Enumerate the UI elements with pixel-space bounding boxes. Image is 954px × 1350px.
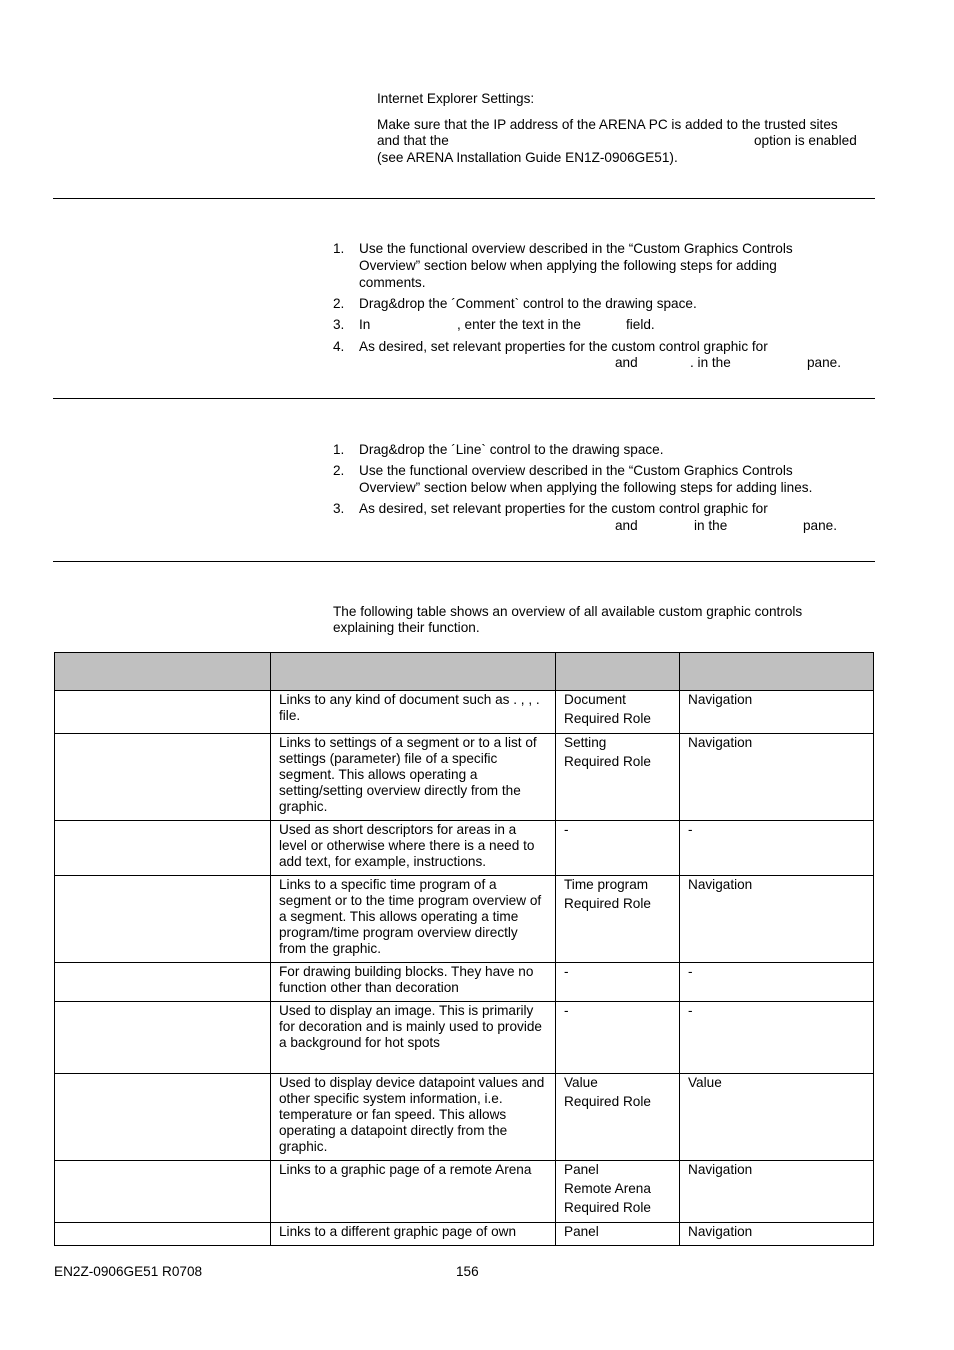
step-text: and xyxy=(615,518,638,533)
property-item: - xyxy=(564,964,569,979)
step-text: Use the functional overview described in the “Custom Graphics Controls xyxy=(359,463,793,478)
property-item: - xyxy=(564,822,569,837)
cell-properties xyxy=(556,734,680,821)
table-row xyxy=(55,691,874,734)
property-item: Required Role xyxy=(564,896,651,911)
step-text: pane. xyxy=(803,518,838,533)
table-row xyxy=(55,1161,874,1223)
table-row xyxy=(55,734,874,821)
section-divider xyxy=(53,561,875,562)
cell-tab: - xyxy=(680,1002,874,1074)
property-item: Required Role xyxy=(564,711,651,726)
cell-tab: Value xyxy=(680,1074,874,1161)
cell-description: Links to settings of a segment or to a list of settings (parameter) file of a specific segment. This allows operating a setting/setting overview directly from the graphic. xyxy=(271,734,556,821)
cell-properties xyxy=(556,1223,680,1246)
ie-settings-line2a: and that the xyxy=(377,133,449,148)
step-number: 2. xyxy=(333,296,345,311)
cell-tab: Navigation xyxy=(680,876,874,963)
cell-control-name xyxy=(55,1161,271,1223)
step-text: Use the functional overview described in the “Custom Graphics Controls xyxy=(359,241,793,256)
property-item: - xyxy=(564,1003,569,1018)
table-header-description xyxy=(271,653,556,691)
step-text: Drag&drop the ´Line` control to the drawing space. xyxy=(359,442,664,457)
table-row xyxy=(55,963,874,1002)
cell-control-name xyxy=(55,821,271,876)
ie-settings-line3: (see ARENA Installation Guide EN1Z-0906GE51). xyxy=(377,150,678,165)
step-text: . in the xyxy=(690,355,731,370)
step-text: and xyxy=(615,355,638,370)
cell-properties xyxy=(556,1074,680,1161)
section-divider xyxy=(53,398,875,399)
cell-tab: Navigation xyxy=(680,1161,874,1223)
cell-description: Links to a different graphic page of own xyxy=(271,1223,556,1246)
cell-control-name xyxy=(55,963,271,1002)
overview-intro: The following table shows an overview of all available custom graphic controls xyxy=(333,604,803,619)
cell-control-name xyxy=(55,734,271,821)
cell-properties xyxy=(556,691,680,734)
ie-settings-heading: Internet Explorer Settings: xyxy=(377,91,535,106)
overview-intro: explaining their function. xyxy=(333,620,480,635)
cell-control-name xyxy=(55,1223,271,1246)
step-text: , enter the text in the xyxy=(457,317,581,332)
property-item: Value xyxy=(564,1075,598,1090)
step-text: comments. xyxy=(359,275,426,290)
step-number: 1. xyxy=(333,241,345,256)
property-item: Required Role xyxy=(564,1094,651,1109)
cell-properties xyxy=(556,1002,680,1074)
table-row xyxy=(55,1074,874,1161)
table-row xyxy=(55,1223,874,1246)
cell-control-name xyxy=(55,1074,271,1161)
cell-properties xyxy=(556,963,680,1002)
table-header-row xyxy=(55,653,874,691)
property-item: Panel xyxy=(564,1224,599,1239)
table-header-control xyxy=(55,653,271,691)
step-text: As desired, set relevant properties for the custom control graphic for xyxy=(359,501,768,516)
table-row xyxy=(55,1002,874,1074)
cell-control-name xyxy=(55,691,271,734)
step-number: 4. xyxy=(333,339,345,354)
step-text: Overview” section below when applying the following steps for adding xyxy=(359,258,777,273)
controls-overview-table xyxy=(54,652,874,1246)
ie-settings-line2b: option is enabled xyxy=(754,133,857,148)
table-row xyxy=(55,876,874,963)
step-number: 1. xyxy=(333,442,345,457)
cell-tab: Navigation xyxy=(680,691,874,734)
cell-properties xyxy=(556,1161,680,1223)
step-text: In xyxy=(359,317,371,332)
step-number: 3. xyxy=(333,501,345,516)
property-item: Document xyxy=(564,692,626,707)
cell-control-name xyxy=(55,1002,271,1074)
section-divider xyxy=(53,198,875,199)
table-body xyxy=(55,691,874,1246)
step-text: in the xyxy=(694,518,728,533)
cell-description: Links to a specific time program of a segment or to the time program overview of a segment. This allows operating a time program/time program overview directly from the graphic. xyxy=(271,876,556,963)
property-item: Required Role xyxy=(564,1200,651,1215)
table-row xyxy=(55,821,874,876)
cell-description: For drawing building blocks. They have no function other than decoration xyxy=(271,963,556,1002)
cell-tab: Navigation xyxy=(680,1223,874,1246)
cell-tab: - xyxy=(680,963,874,1002)
cell-description: Used as short descriptors for areas in a level or otherwise where there is a need to add text, for example, instructions. xyxy=(271,821,556,876)
cell-tab: - xyxy=(680,821,874,876)
cell-description: Used to display an image. This is primarily for decoration and is mainly used to provide a background for hot spots xyxy=(271,1002,556,1074)
step-number: 3. xyxy=(333,317,345,332)
property-item: Remote Arena xyxy=(564,1181,651,1196)
step-text: Overview” section below when applying the following steps for adding lines. xyxy=(359,480,813,495)
ie-settings-line1: Make sure that the IP address of the ARENA PC is added to the trusted sites xyxy=(377,117,838,132)
cell-description: Links to a graphic page of a remote Arena xyxy=(271,1161,556,1223)
property-item: Panel xyxy=(564,1162,599,1177)
step-text: pane. xyxy=(807,355,842,370)
step-number: 2. xyxy=(333,463,345,478)
table-header-tab xyxy=(680,653,874,691)
footer-doc-id: EN2Z-0906GE51 R0708 xyxy=(54,1264,203,1279)
property-item: Setting xyxy=(564,735,607,750)
step-text: field. xyxy=(626,317,655,332)
step-text: As desired, set relevant properties for the custom control graphic for xyxy=(359,339,768,354)
cell-properties xyxy=(556,876,680,963)
property-item: Time program xyxy=(564,877,649,892)
cell-control-name xyxy=(55,876,271,963)
cell-description: Used to display device datapoint values and other specific system information, i.e. temperature or fan speed. This allows operating a datapoint directly from the graphic. xyxy=(271,1074,556,1161)
property-item: Required Role xyxy=(564,754,651,769)
table-header-properties xyxy=(556,653,680,691)
cell-description: Links to any kind of document such as . , , . file. xyxy=(271,691,556,734)
cell-properties xyxy=(556,821,680,876)
footer-page-number: 156 xyxy=(456,1264,479,1279)
cell-tab: Navigation xyxy=(680,734,874,821)
step-text: Drag&drop the ´Comment` control to the drawing space. xyxy=(359,296,697,311)
